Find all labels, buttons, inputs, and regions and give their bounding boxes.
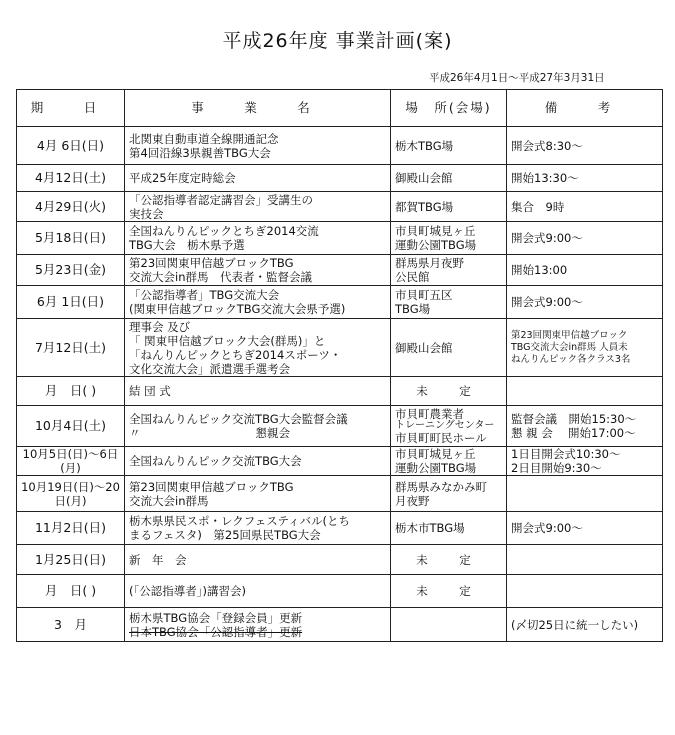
schedule-table	[16, 89, 663, 642]
row-event	[125, 406, 391, 447]
row-venue	[391, 127, 507, 165]
row-event-line: 栃木県県民スポ・レクフェスティバル(とち	[129, 514, 351, 528]
row-event-line: 結 団 式	[129, 384, 171, 398]
row-venue	[391, 608, 507, 642]
header-row	[17, 90, 663, 127]
row-event-line: 平成25年度定時総会	[129, 171, 236, 185]
row-date: 3 月	[17, 608, 125, 642]
row-date: 月 日( )	[17, 575, 125, 608]
row-note	[507, 447, 663, 476]
row-note	[507, 575, 663, 608]
row-event-line: 北関東自動車道全線開通記念	[129, 131, 279, 146]
table-row	[17, 165, 663, 192]
row-note	[507, 545, 663, 575]
table-row	[17, 127, 663, 165]
row-note-line: 監督会議 開始15:30～	[511, 412, 637, 426]
table-row	[17, 512, 663, 545]
row-date: 10月5日(日)～6日(月)	[17, 447, 125, 476]
row-venue-line: 運動公園TBG場	[395, 461, 477, 475]
table-row	[17, 222, 663, 255]
row-venue	[391, 545, 507, 575]
row-venue-line: 市貝町城見ヶ丘	[395, 224, 476, 238]
row-venue	[391, 165, 507, 192]
row-venue	[391, 512, 507, 545]
row-venue-line: 市貝町城見ヶ丘	[395, 447, 476, 461]
row-venue-line: 群馬県みなかみ町	[395, 479, 487, 494]
header-note: 備 考	[507, 90, 663, 127]
row-note-line: 開始13:30～	[511, 171, 579, 185]
row-venue-line: トレーニングセンター	[395, 420, 495, 431]
table-row	[17, 192, 663, 222]
row-date: 4月12日(土)	[17, 165, 125, 192]
header-event: 事 業 名	[125, 90, 391, 127]
row-event-line: 実技会	[129, 206, 164, 221]
row-note-line: 開会式9:00～	[511, 521, 583, 535]
row-event	[125, 608, 391, 642]
row-event-line: 交流大会in群馬	[129, 493, 209, 508]
row-venue-line: 都賀TBG場	[395, 199, 454, 214]
row-event	[125, 222, 391, 255]
row-venue-line: TBG場	[395, 302, 431, 316]
row-event	[125, 255, 391, 286]
row-note-line: (〆切25日に統一したい)	[511, 617, 639, 632]
row-note-line: 懇 親 会 開始17:00～	[511, 426, 636, 440]
header-date: 期 日	[17, 90, 125, 127]
row-venue-line: 未 定	[416, 584, 481, 598]
row-venue-line: 未 定	[416, 384, 481, 398]
row-note	[507, 377, 663, 406]
row-event-line: 〃 懇親会	[129, 426, 290, 440]
row-event-line: 全国ねんりんピック交流TBG大会	[129, 454, 302, 468]
table-row	[17, 447, 663, 476]
row-note	[507, 165, 663, 192]
row-note	[507, 512, 663, 545]
row-event-line: 「ねんりんピックとちぎ2014スポーツ・	[129, 347, 342, 362]
row-note	[507, 192, 663, 222]
row-note	[507, 319, 663, 377]
row-venue	[391, 575, 507, 608]
row-venue	[391, 222, 507, 255]
row-note	[507, 286, 663, 319]
row-event	[125, 545, 391, 575]
row-date: 5月23日(金)	[17, 255, 125, 286]
row-date: 5月18日(日)	[17, 222, 125, 255]
row-note	[507, 608, 663, 642]
row-event-line: 全国ねんりんピックとちぎ2014交流	[129, 224, 319, 238]
row-venue-line: 市貝町農業者	[395, 407, 464, 421]
row-venue	[391, 319, 507, 377]
row-venue-line: 未 定	[416, 552, 481, 567]
table-row	[17, 476, 663, 512]
row-event	[125, 165, 391, 192]
row-note-line: 開会式9:00～	[511, 231, 583, 245]
row-date: 10月4日(土)	[17, 406, 125, 447]
table-row	[17, 377, 663, 406]
row-event	[125, 512, 391, 545]
row-note-line: 集合 9時	[511, 199, 565, 214]
row-venue-line: 市貝町町民ホール	[395, 431, 487, 445]
row-event-line: 交流大会in群馬 代表者・監督会議	[129, 270, 312, 284]
row-event-line: 第4回沿線3県親善TBG大会	[129, 145, 271, 160]
row-event	[125, 192, 391, 222]
row-venue-line: 群馬県月夜野	[395, 256, 464, 270]
row-date: 6月 1日(日)	[17, 286, 125, 319]
row-venue	[391, 255, 507, 286]
row-venue	[391, 286, 507, 319]
row-event-line: 「 関東甲信越ブロック大会(群馬)」と	[129, 333, 326, 348]
row-date: 10月19日(日)～20日(月)	[17, 476, 125, 512]
row-event-line: 文化交流大会」派遣選手選考会	[129, 361, 290, 376]
row-event-line: 栃木県TBG協会「登録会員」更新	[129, 610, 303, 625]
table-row	[17, 286, 663, 319]
fiscal-period: 平成26年4月1日～平成27年3月31日	[429, 72, 605, 84]
row-event-line: (関東甲信越ブロックTBG交流大会県予選)	[129, 302, 346, 316]
row-venue	[391, 192, 507, 222]
row-date: 月 日( )	[17, 377, 125, 406]
row-event-line: 新 年 会	[129, 552, 187, 567]
row-event-line: 全国ねんりんピック交流TBG大会監督会議	[129, 412, 348, 426]
row-note-line: 2日目開始9:30～	[511, 461, 602, 475]
table-row	[17, 545, 663, 575]
table-row	[17, 575, 663, 608]
row-note	[507, 406, 663, 447]
row-date: 7月12日(土)	[17, 319, 125, 377]
row-venue-line: 御殿山会館	[395, 340, 453, 355]
row-venue	[391, 406, 507, 447]
row-event-line: TBG大会 栃木県予選	[129, 238, 245, 252]
row-note	[507, 476, 663, 512]
row-note-line: TBG交流大会in群馬 人員未	[511, 341, 628, 353]
row-note-line: 開始13:00	[511, 263, 568, 277]
row-event-line: 第23回関東甲信越ブロックTBG	[129, 256, 294, 270]
row-event-line: 「公認指導者認定講習会」受講生の	[129, 192, 313, 207]
row-note-line: 1日目開会式10:30～	[511, 447, 621, 461]
table-row	[17, 319, 663, 377]
table-row	[17, 608, 663, 642]
row-note-line: ねんりんピック各クラス3名	[511, 353, 631, 365]
row-note	[507, 222, 663, 255]
row-note-line: 第23回関東甲信越ブロック	[511, 329, 628, 341]
row-event	[125, 476, 391, 512]
row-event	[125, 127, 391, 165]
header-venue: 場 所(会場)	[391, 90, 507, 127]
row-event-line: 理事会 及び	[129, 319, 191, 334]
page-title: 平成26年度 事業計画(案)	[222, 30, 453, 52]
row-venue	[391, 447, 507, 476]
table-row	[17, 406, 663, 447]
row-venue-line: 運動公園TBG場	[395, 238, 477, 252]
row-date: 11月2日(日)	[17, 512, 125, 545]
row-note-line: 開会式8:30～	[511, 138, 583, 153]
row-venue-line: 栃木TBG場	[395, 138, 454, 153]
row-venue-line: 御殿山会館	[395, 171, 453, 185]
row-venue-line: 栃木市TBG場	[395, 521, 465, 535]
row-date: 4月 6日(日)	[17, 127, 125, 165]
row-event	[125, 377, 391, 406]
row-venue-line: 月夜野	[395, 493, 430, 508]
row-date: 1月25日(日)	[17, 545, 125, 575]
row-venue	[391, 377, 507, 406]
row-event	[125, 447, 391, 476]
row-venue	[391, 476, 507, 512]
row-venue-line: 公民館	[395, 270, 430, 284]
row-note-line: 開会式9:00～	[511, 295, 583, 309]
row-event	[125, 319, 391, 377]
row-date: 4月29日(火)	[17, 192, 125, 222]
row-event	[125, 575, 391, 608]
row-note	[507, 127, 663, 165]
row-event-line: (「公認指導者」)講習会)	[129, 584, 246, 598]
row-venue-line: 市貝町五区	[395, 288, 453, 302]
row-event	[125, 286, 391, 319]
row-event-line: 「公認指導者」TBG交流大会	[129, 288, 280, 302]
row-note	[507, 255, 663, 286]
table-row	[17, 255, 663, 286]
row-event-line: 第23回関東甲信越ブロックTBG	[129, 479, 294, 494]
row-event-line: まるフェスタ) 第25回県民TBG大会	[129, 528, 321, 542]
row-event-line: 日本TBG協会「公認指導者」更新	[129, 624, 303, 639]
